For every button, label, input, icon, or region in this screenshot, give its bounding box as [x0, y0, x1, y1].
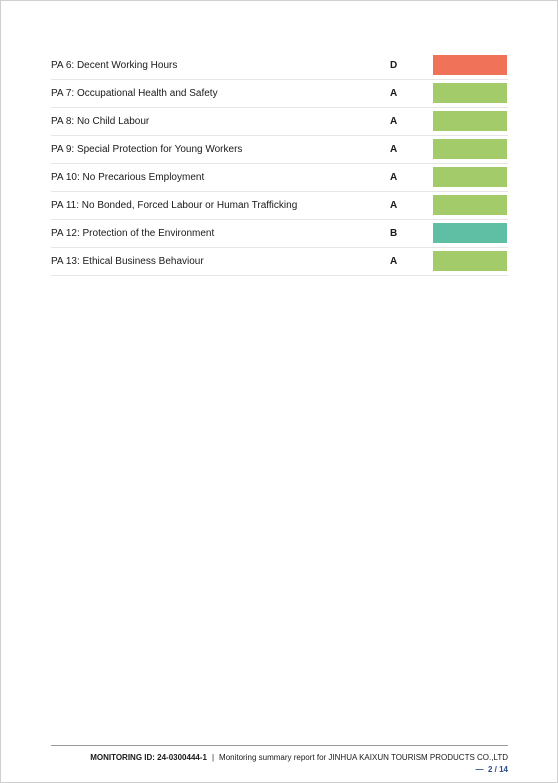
monitoring-id: MONITORING ID: 24-0300444-1	[90, 753, 207, 762]
rating-row	[51, 52, 508, 80]
rating-grade: A	[390, 200, 398, 211]
rating-color-swatch	[433, 251, 507, 271]
footer-page-line	[476, 765, 508, 775]
rating-grade: A	[390, 144, 398, 155]
performance-area-label: PA 7: Occupational Health and Safety	[51, 88, 218, 99]
rating-grade: B	[390, 228, 398, 239]
performance-area-label: PA 12: Protection of the Environment	[51, 228, 215, 239]
rating-row	[51, 220, 508, 248]
performance-area-ratings-table	[51, 52, 508, 276]
rating-color-swatch	[433, 223, 507, 243]
report-title: Monitoring summary report for JINHUA KAIXUN TOURISM PRODUCTS CO.,LTD	[219, 753, 508, 762]
rating-color-swatch	[433, 111, 507, 131]
performance-area-label: PA 10: No Precarious Employment	[51, 172, 205, 183]
rating-grade: A	[390, 256, 398, 267]
rating-grade: A	[390, 88, 398, 99]
footer-report-line	[90, 753, 508, 763]
rating-row	[51, 108, 508, 136]
rating-row	[51, 80, 508, 108]
performance-area-label: PA 11: No Bonded, Forced Labour or Human Trafficking	[51, 200, 298, 211]
rating-grade: A	[390, 172, 398, 183]
rating-color-swatch	[433, 55, 507, 75]
rating-row	[51, 192, 508, 220]
performance-area-label: PA 8: No Child Labour	[51, 116, 150, 127]
rating-color-swatch	[433, 195, 507, 215]
rating-color-swatch	[433, 83, 507, 103]
page-dash: —	[475, 765, 484, 774]
performance-area-label: PA 9: Special Protection for Young Workers	[51, 144, 243, 155]
performance-area-label: PA 13: Ethical Business Behaviour	[51, 256, 204, 267]
page-footer	[51, 745, 508, 774]
rating-grade: D	[390, 60, 398, 71]
footer-separator: |	[211, 753, 215, 762]
rating-row	[51, 164, 508, 192]
rating-row	[51, 136, 508, 164]
page-number: 2 / 14	[487, 765, 508, 774]
rating-color-swatch	[433, 167, 507, 187]
rating-row	[51, 248, 508, 276]
rating-color-swatch	[433, 139, 507, 159]
performance-area-label: PA 6: Decent Working Hours	[51, 60, 178, 71]
rating-grade: A	[390, 116, 398, 127]
